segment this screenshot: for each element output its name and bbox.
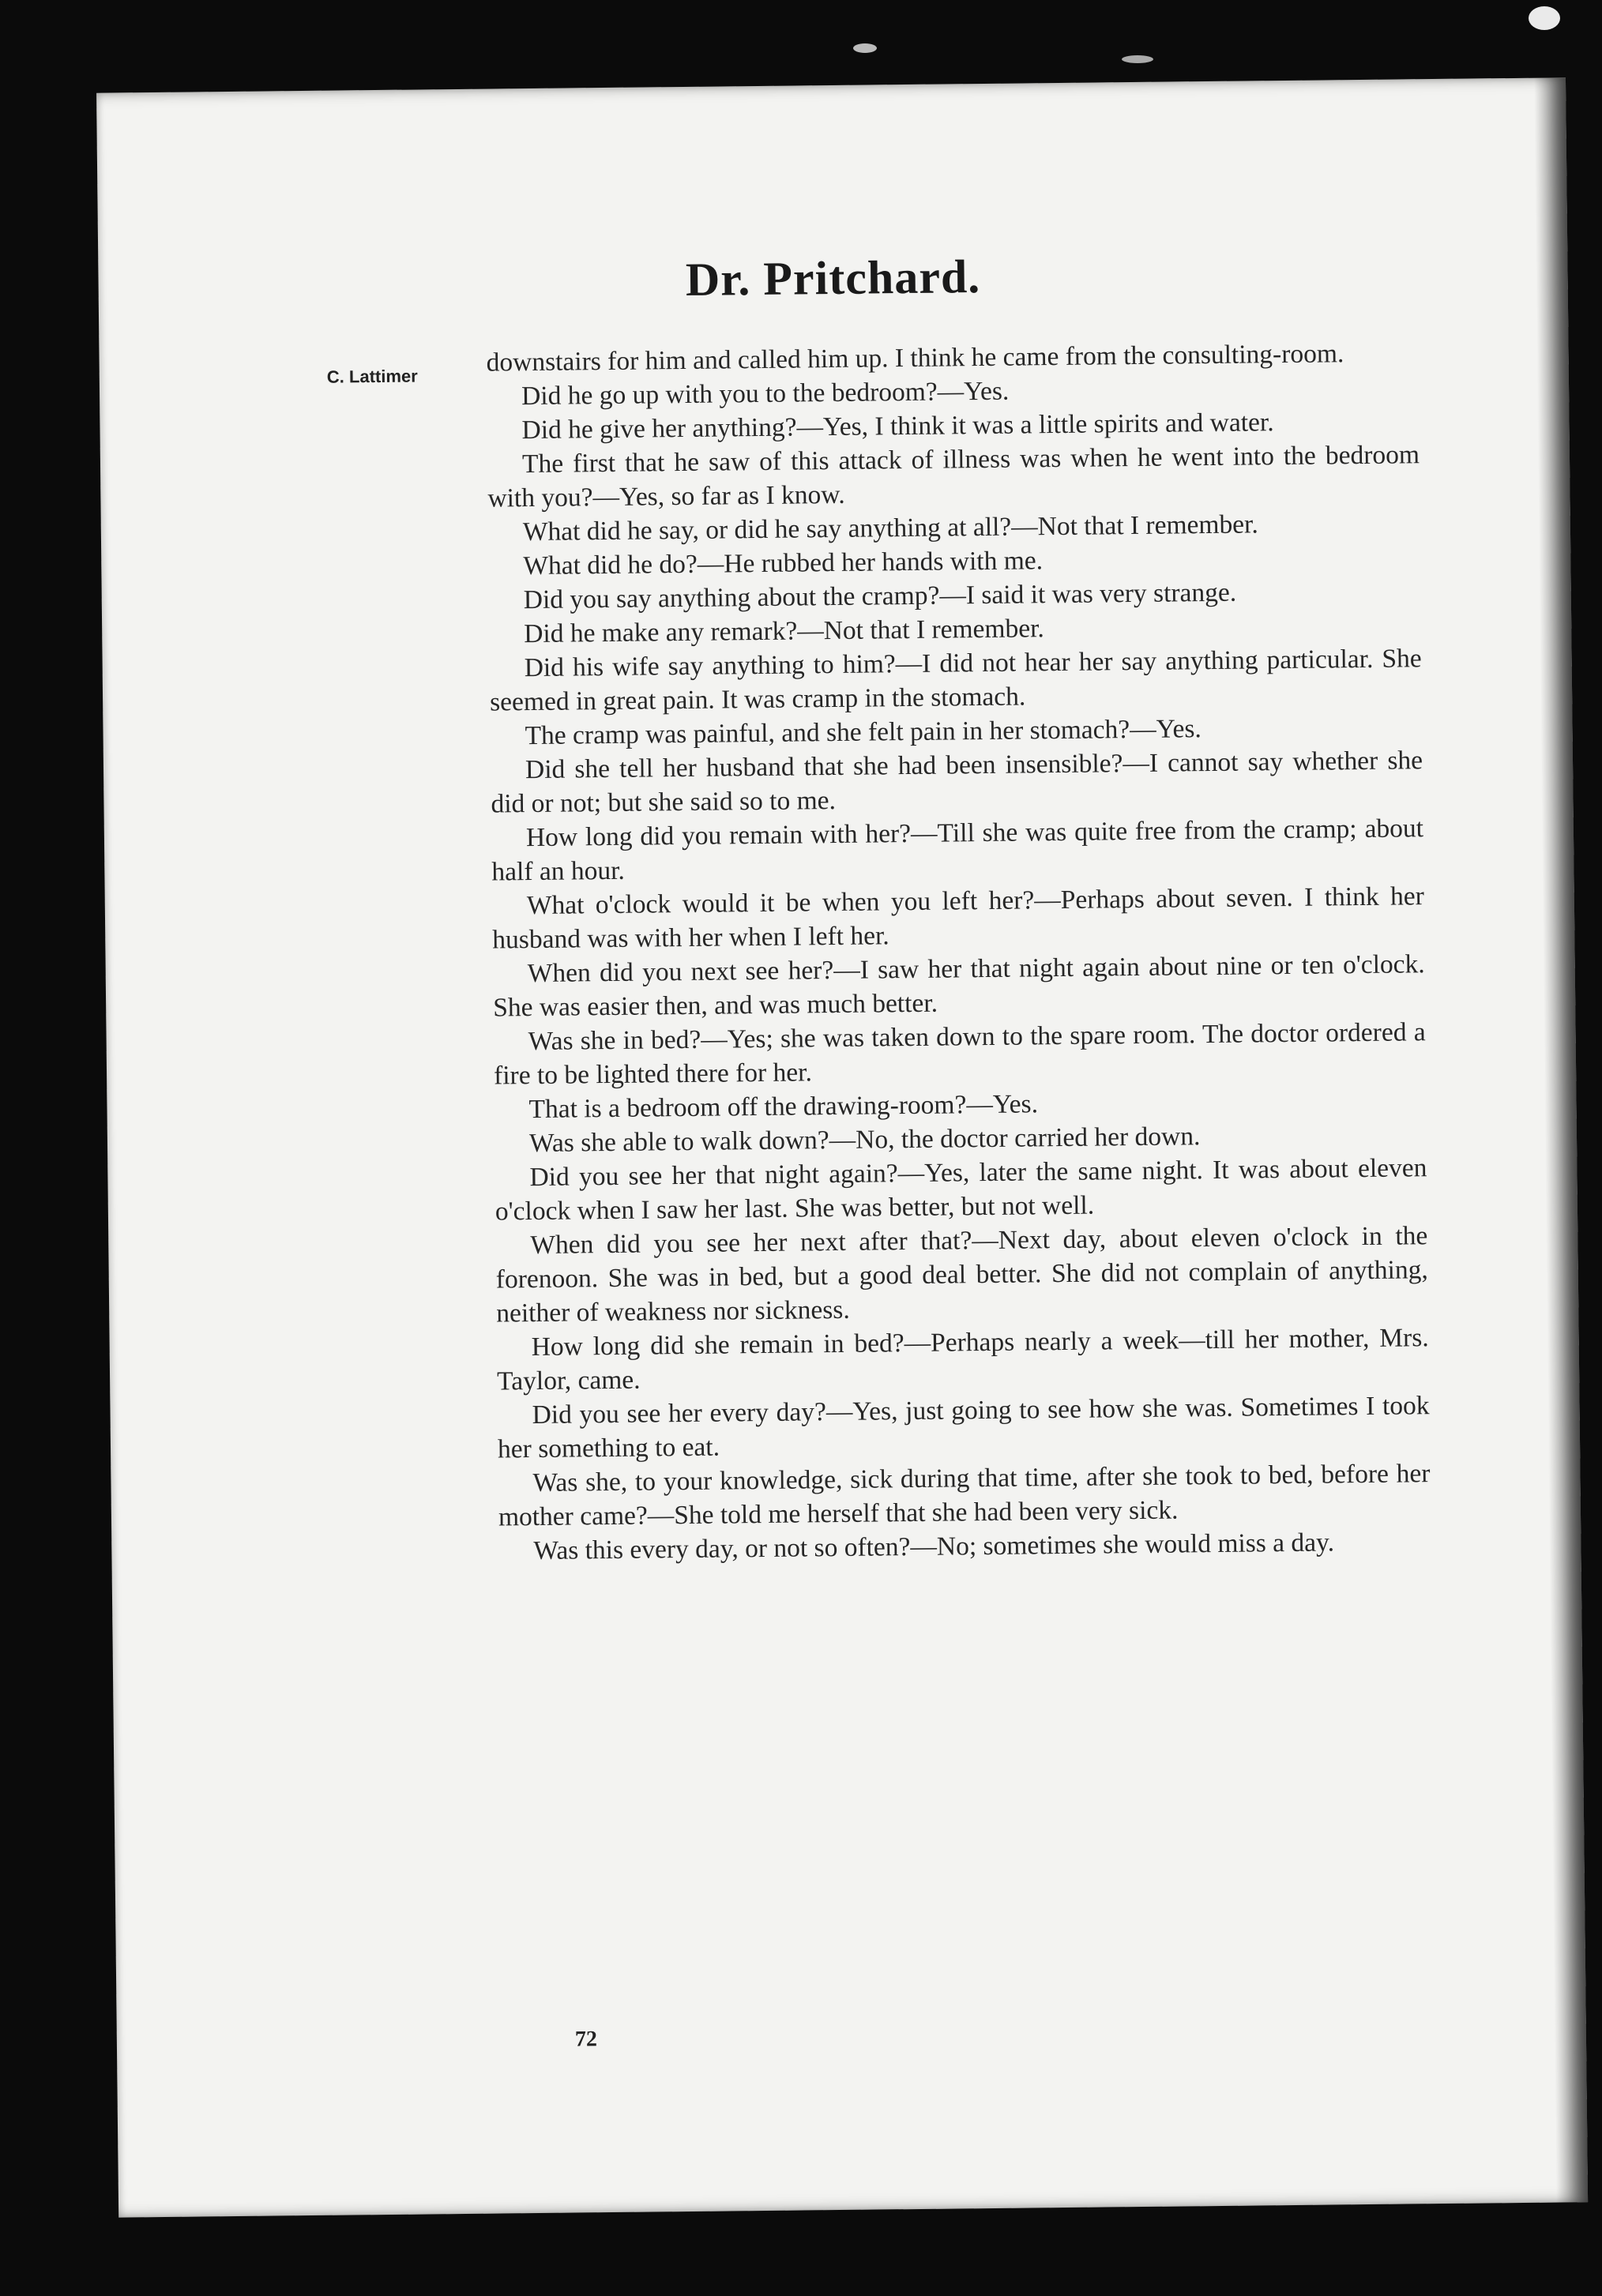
dust-speck [1529,6,1560,30]
paragraph: The first that he saw of this attack of illness was when he went into the bedroom with you?—Yes, so far as I know. [487,440,1420,513]
paragraph: Was she able to walk down?—No, the doctor carried her down. [528,1122,1201,1159]
paragraph: Did she tell her husband that she had been insensible?—I cannot say whether she did or not; but she said so to me. [491,746,1423,819]
paragraph: What did he say, or did he say anything at all?—Not that I remember. [522,509,1258,547]
paragraph: downstairs for him and called him up. I think he came from the consulting-room. [486,339,1344,378]
paragraph: When did you see her next after that?—Next day, about eleven o'clock in the forenoon. She was in bed, but a good deal better. She did not complain of anything, neither of weakness nor sickness. [495,1221,1428,1328]
testimony-text [486,336,1431,1568]
paragraph: That is a bedroom off the drawing-room?—Yes. [528,1089,1039,1125]
paragraph: Did he give her anything?—Yes, I think it was a little spirits and water. [521,408,1274,445]
page-number: 72 [574,2027,598,2052]
dust-speck [853,43,877,53]
paragraph: Did he go up with you to the bedroom?—Yes. [521,376,1010,411]
page-edge-shadow [1534,77,1588,2202]
page-header: Dr. Pritchard. [685,250,981,306]
speaker-label: C. Lattimer [326,366,418,387]
book-page [96,77,1588,2217]
paragraph: What did he do?—He rubbed her hands with me. [523,546,1044,581]
paragraph: How long did you remain with her?—Till she was quite free from the cramp; about half an hour. [491,814,1424,887]
dust-speck [1122,55,1153,63]
paragraph: Did he make any remark?—Not that I remember. [524,614,1045,649]
paragraph: Did you see her every day?—Yes, just going to see how she was. Sometimes I took her something to eat. [497,1391,1430,1464]
paragraph: Did you see her that night again?—Yes, later the same night. It was about eleven o'clock when I saw her last. She was better, but not well. [495,1153,1427,1227]
paragraph: Was she in bed?—Yes; she was taken down to the spare room. The doctor ordered a fire to be lighted there for her. [493,1017,1426,1091]
paragraph: When did you next see her?—I saw her that night again about nine or ten o'clock. She was easier then, and was much better. [493,949,1425,1023]
paragraph: Was she, to your knowledge, sick during that time, after she took to bed, before her mother came?—She told me herself that she had been very sick. [498,1459,1431,1532]
paragraph: Did you say anything about the cramp?—I said it was very strange. [523,577,1237,615]
paragraph: Was this every day, or not so often?—No; sometimes she would miss a day. [533,1528,1335,1566]
paragraph: How long did she remain in bed?—Perhaps nearly a week—till her mother, Mrs. Taylor, came. [496,1323,1429,1396]
paragraph: Did his wife say anything to him?—I did not hear her say anything particular. She seemed in great pain. It was cramp in the stomach. [489,644,1422,717]
paragraph: What o'clock would it be when you left her?—Perhaps about seven. I think her husband was with her when I left her. [492,881,1424,955]
paragraph: The cramp was painful, and she felt pain in her stomach?—Yes. [525,714,1202,751]
